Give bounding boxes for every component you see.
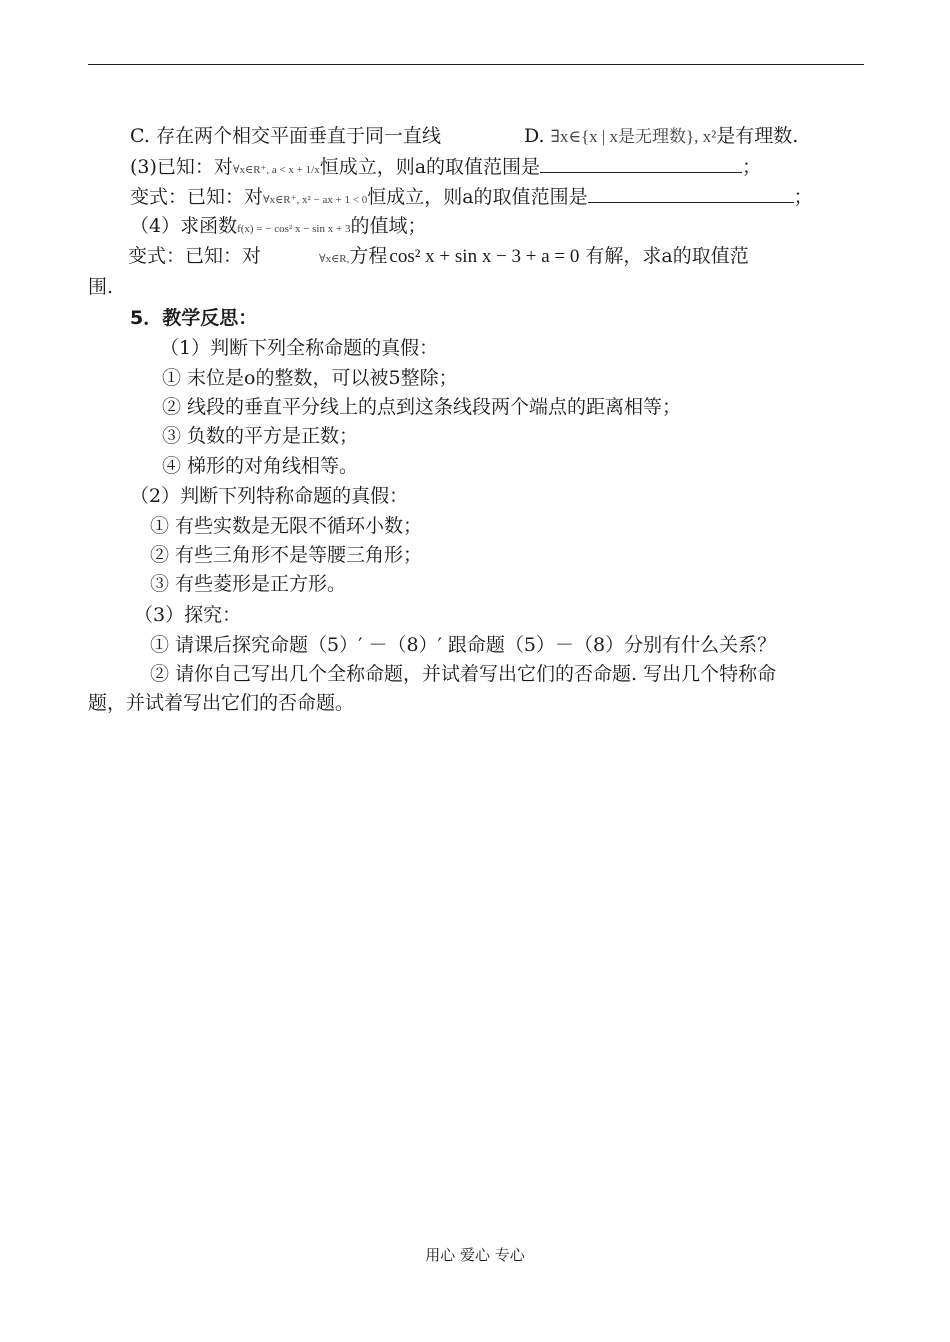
- reflection-2-title: [130, 482, 408, 510]
- header-rule: [88, 64, 864, 65]
- reflection-2-item-b: [150, 541, 422, 569]
- question-3-prefix: (3)已知：对: [130, 156, 233, 178]
- reflection-2-item-a: [150, 512, 422, 540]
- reflection-3-title-text: （3）探究：: [134, 604, 242, 626]
- reflection-2-item-c-text: ③ 有些菱形是正方形。: [150, 573, 347, 595]
- variant-2-math: ∀x∈R,: [319, 253, 350, 265]
- variant-2-prefix: 变式：已知：对: [128, 245, 262, 267]
- question-4-suffix: 的值域；: [350, 215, 427, 237]
- variant-2-line: [128, 242, 749, 273]
- variant-1-end: ；: [793, 186, 813, 208]
- section-5-heading: [130, 304, 257, 332]
- variant-2-equation: cos² x + sin x − 3 + a = 0: [389, 246, 580, 267]
- reflection-2-item-c: [150, 570, 346, 598]
- option-c-line: [130, 122, 441, 150]
- variant-2-cont-text: 围.: [88, 276, 114, 298]
- reflection-1-item-a-text: ① 末位是o的整数，可以被5整除；: [162, 367, 458, 389]
- reflection-3-item-b-text: ② 请你自己写出几个全称命题，并试着写出它们的否命题. 写出几个特称命: [150, 663, 777, 685]
- section-5-title: 5．教学反思：: [130, 307, 258, 329]
- reflection-1-item-c-text: ③ 负数的平方是正数；: [162, 425, 359, 447]
- reflection-3-item-b-continuation: [88, 689, 354, 717]
- reflection-1-title-text: （1）判断下列全称命题的真假：: [160, 337, 439, 359]
- question-3-math: ∀x∈R⁺, a < x + 1/x: [232, 164, 320, 176]
- reflection-1-item-d-text: ④ 梯形的对角线相等。: [162, 455, 359, 477]
- reflection-1-title: [160, 334, 438, 362]
- variant-1-line: [130, 182, 813, 214]
- question-3-line: [130, 152, 761, 184]
- page-footer: [0, 1244, 950, 1265]
- reflection-3-item-a: [150, 631, 776, 659]
- variant-2-suffix: 有解，求a的取值范: [585, 245, 749, 267]
- option-c-text: C. 存在两个相交平面垂直于同一直线: [130, 125, 441, 147]
- reflection-1-item-d: [162, 452, 358, 480]
- reflection-1-item-c: [162, 422, 358, 450]
- reflection-3-item-b-cont-text: 题，并试着写出它们的否命题。: [88, 692, 355, 714]
- reflection-2-item-b-text: ② 有些三角形不是等腰三角形；: [150, 544, 423, 566]
- question-3-suffix: 恒成立，则a的取值范围是: [319, 156, 541, 178]
- question-4-line: [130, 212, 426, 243]
- reflection-3-item-b: [150, 660, 776, 688]
- option-d-line: [524, 122, 798, 151]
- question-4-math: f(x) = − cos² x − sin x + 3: [237, 223, 351, 235]
- reflection-3-title: [134, 601, 241, 629]
- variant-1-suffix: 恒成立，则a的取值范围是: [367, 186, 588, 208]
- reflection-2-item-a-text: ① 有些实数是无限不循环小数；: [150, 515, 423, 537]
- variant-2-continuation: [88, 273, 113, 301]
- option-d-label: D.: [524, 125, 551, 147]
- reflection-1-item-b-text: ② 线段的垂直平分线上的点到这条线段两个端点的距离相等；: [162, 396, 682, 418]
- reflection-2-title-text: （2）判断下列特称命题的真假：: [130, 485, 409, 507]
- question-3-end: ；: [742, 156, 762, 178]
- footer-text: 用心 爱心 专心: [425, 1246, 525, 1264]
- reflection-1-item-a: [162, 364, 458, 392]
- variant-1-math: ∀x∈R⁺, x² − ax + 1 < 0: [263, 194, 368, 206]
- option-d-text: 是有理数.: [716, 125, 799, 147]
- answer-blank: [588, 182, 794, 203]
- reflection-1-item-b: [162, 393, 681, 421]
- answer-blank: [540, 152, 742, 173]
- reflection-3-item-a-text: ① 请课后探究命题（5）′ －（8）′ 跟命题（5）－（8）分别有什么关系？: [150, 634, 777, 656]
- option-d-math: ∃x∈{x | x是无理数}, x²: [550, 127, 717, 146]
- variant-2-mid: 方程: [349, 245, 388, 267]
- question-4-prefix: （4）求函数: [130, 215, 238, 237]
- variant-1-prefix: 变式：已知：对: [130, 186, 264, 208]
